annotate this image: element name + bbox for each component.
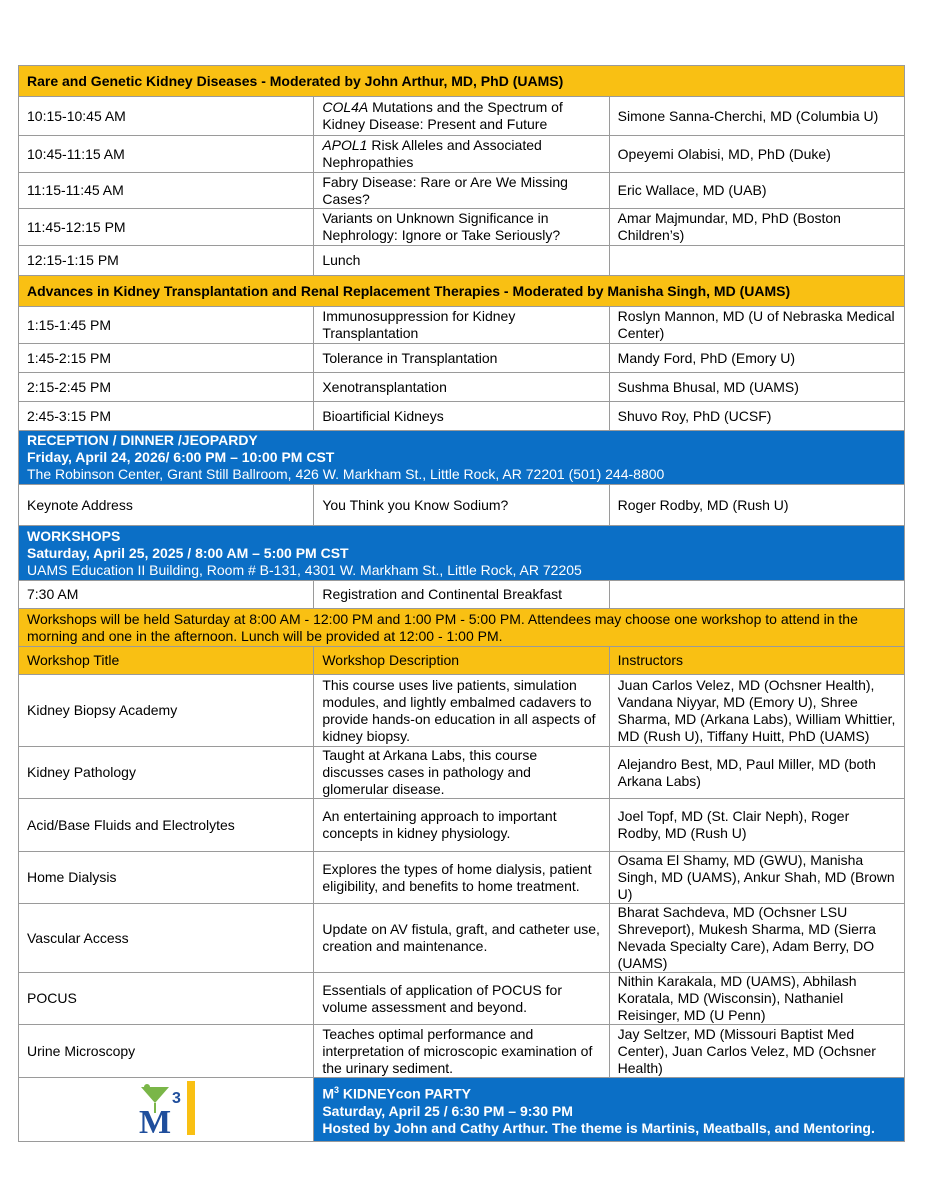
speaker-cell: Roslyn Mannon, MD (U of Nebraska Medical Center) [609, 307, 904, 344]
schedule-row [19, 344, 905, 373]
session-header-row [19, 276, 905, 307]
martini-logo-icon [135, 1079, 197, 1137]
workshop-title: Acid/Base Fluids and Electrolytes [19, 799, 314, 852]
topic-cell: Bioartificial Kidneys [314, 402, 609, 431]
time-cell: 2:45-3:15 PM [19, 402, 314, 431]
schedule-table [18, 65, 905, 1142]
schedule-row [19, 402, 905, 431]
keynote-topic: You Think you Know Sodium? [314, 485, 609, 526]
speaker-cell [609, 246, 904, 276]
topic-gene: APOL1 [322, 137, 368, 153]
topic-cell: Lunch [314, 246, 609, 276]
time-cell: 12:15-1:15 PM [19, 246, 314, 276]
topic-cell: Variants on Unknown Significance in Nephrology: Ignore or Take Seriously? [314, 209, 609, 246]
topic-cell: Immunosuppression for Kidney Transplantation [314, 307, 609, 344]
workshop-row [19, 904, 905, 973]
session-header-row [19, 66, 905, 97]
logo-letter: M [139, 1103, 172, 1137]
topic-cell: Tolerance in Transplantation [314, 344, 609, 373]
schedule-row [19, 307, 905, 344]
workshop-note: Workshops will be held Saturday at 8:00 AM - 12:00 PM and 1:00 PM - 5:00 PM. Attendees may choose one workshop to attend in the morning and one in the afternoon. Lunch will be provided at 12:00 - 1:00 PM. [19, 609, 905, 647]
workshops-header [19, 526, 905, 581]
party-title [322, 1082, 896, 1103]
breakfast-time: 7:30 AM [19, 581, 314, 609]
workshop-description: This course uses live patients, simulation modules, and lightly embalmed cadavers to provide hands-on education in all aspects of kidney biopsy. [314, 675, 609, 747]
column-header-title: Workshop Title [19, 647, 314, 675]
party-title-m: M [322, 1085, 334, 1102]
workshop-instructors: Alejandro Best, MD, Paul Miller, MD (both Arkana Labs) [609, 747, 904, 799]
workshop-row [19, 675, 905, 747]
workshops-header-row [19, 526, 905, 581]
workshop-header-row [19, 647, 905, 675]
schedule-row [19, 136, 905, 173]
speaker-cell: Simone Sanna-Cherchi, MD (Columbia U) [609, 97, 904, 136]
workshop-row [19, 1025, 905, 1078]
speaker-cell: Amar Majmundar, MD, PhD (Boston Children’s) [609, 209, 904, 246]
schedule-row [19, 209, 905, 246]
workshops-title: WORKSHOPS [27, 527, 121, 544]
workshop-instructors: Jay Seltzer, MD (Missouri Baptist Med Center), Juan Carlos Velez, MD (Ochsner Health) [609, 1025, 904, 1078]
schedule-row [19, 97, 905, 136]
time-cell: 2:15-2:45 PM [19, 373, 314, 402]
time-cell: 1:15-1:45 PM [19, 307, 314, 344]
speaker-cell: Sushma Bhusal, MD (UAMS) [609, 373, 904, 402]
schedule-row [19, 373, 905, 402]
workshop-title: Vascular Access [19, 904, 314, 973]
time-cell: 10:45-11:15 AM [19, 136, 314, 173]
party-title-sup: 3 [334, 1085, 340, 1096]
topic-cell: Xenotransplantation [314, 373, 609, 402]
topic-text: Mutations and the Spectrum of Kidney Disease: Present and Future [322, 99, 563, 132]
speaker-cell: Eric Wallace, MD (UAB) [609, 173, 904, 209]
workshop-title: Home Dialysis [19, 852, 314, 904]
workshop-instructors: Juan Carlos Velez, MD (Ochsner Health), Vandana Niyyar, MD (Emory U), Shree Sharma, MD (Arkana Labs), William Whittier, MD (Rush U), Tiffany Huitt, PhD (UAMS) [609, 675, 904, 747]
workshop-title: Urine Microscopy [19, 1025, 314, 1078]
keynote-label: Keynote Address [19, 485, 314, 526]
time-cell: 10:15-10:45 AM [19, 97, 314, 136]
schedule-row [19, 246, 905, 276]
workshop-instructors: Joel Topf, MD (St. Clair Neph), Roger Rodby, MD (Rush U) [609, 799, 904, 852]
workshop-row [19, 747, 905, 799]
party-logo-cell [19, 1078, 314, 1142]
reception-header-row [19, 431, 905, 485]
time-cell: 1:45-2:15 PM [19, 344, 314, 373]
workshop-row [19, 852, 905, 904]
topic-cell [314, 97, 609, 136]
session-title: Rare and Genetic Kidney Diseases - Moderated by John Arthur, MD, PhD (UAMS) [19, 66, 905, 97]
workshop-description: Explores the types of home dialysis, patient eligibility, and benefits to home treatment. [314, 852, 609, 904]
party-host: Hosted by John and Cathy Arthur. The theme is Martinis, Meatballs, and Mentoring. [322, 1119, 875, 1136]
schedule-row [19, 173, 905, 209]
topic-cell [314, 136, 609, 173]
reception-title: RECEPTION / DINNER /JEOPARDY [27, 432, 258, 448]
workshop-row [19, 799, 905, 852]
speaker-cell: Shuvo Roy, PhD (UCSF) [609, 402, 904, 431]
column-header-description: Workshop Description [314, 647, 609, 675]
workshops-where: UAMS Education II Building, Room # B-131, 4301 W. Markham St., Little Rock, AR 72205 [27, 561, 582, 578]
time-cell: 11:45-12:15 PM [19, 209, 314, 246]
keynote-speaker: Roger Rodby, MD (Rush U) [609, 485, 904, 526]
speaker-cell: Mandy Ford, PhD (Emory U) [609, 344, 904, 373]
workshop-title: POCUS [19, 973, 314, 1025]
workshop-instructors: Bharat Sachdeva, MD (Ochsner LSU Shreveport), Mukesh Sharma, MD (Sierra Nevada Specialty Care), Adam Berry, DO (UAMS) [609, 904, 904, 973]
workshop-title: Kidney Pathology [19, 747, 314, 799]
keynote-row [19, 485, 905, 526]
workshop-description: Update on AV fistula, graft, and catheter use, creation and maintenance. [314, 904, 609, 973]
breakfast-label: Registration and Continental Breakfast [314, 581, 609, 609]
breakfast-row [19, 581, 905, 609]
party-when: Saturday, April 25 / 6:30 PM – 9:30 PM [322, 1102, 573, 1119]
workshop-note-row [19, 609, 905, 647]
party-title-rest: KIDNEYcon PARTY [339, 1085, 471, 1102]
session-title: Advances in Kidney Transplantation and Renal Replacement Therapies - Moderated by Manisha Singh, MD (UAMS) [19, 276, 905, 307]
time-cell: 11:15-11:45 AM [19, 173, 314, 209]
workshop-instructors: Nithin Karakala, MD (UAMS), Abhilash Koratala, MD (Wisconsin), Nathaniel Reisinger, MD (U Penn) [609, 973, 904, 1025]
workshop-description: Teaches optimal performance and interpretation of microscopic examination of the urinary sediment. [314, 1025, 609, 1078]
breakfast-empty [609, 581, 904, 609]
speaker-cell: Opeyemi Olabisi, MD, PhD (Duke) [609, 136, 904, 173]
logo-sup: 3 [172, 1089, 182, 1107]
topic-gene: COL4A [322, 99, 369, 115]
column-header-instructors: Instructors [609, 647, 904, 675]
workshop-title: Kidney Biopsy Academy [19, 675, 314, 747]
workshop-description: Essentials of application of POCUS for volume assessment and beyond. [314, 973, 609, 1025]
workshops-when: Saturday, April 25, 2025 / 8:00 AM – 5:00 PM CST [27, 544, 349, 561]
workshop-row [19, 973, 905, 1025]
workshop-instructors: Osama El Shamy, MD (GWU), Manisha Singh, MD (UAMS), Ankur Shah, MD (Brown U) [609, 852, 904, 904]
workshop-description: An entertaining approach to important concepts in kidney physiology. [314, 799, 609, 852]
party-row [19, 1078, 905, 1142]
workshop-description: Taught at Arkana Labs, this course discusses cases in pathology and glomerular disease. [314, 747, 609, 799]
topic-text: Risk Alleles and Associated Nephropathies [322, 137, 542, 170]
reception-where: The Robinson Center, Grant Still Ballroom, 426 W. Markham St., Little Rock, AR 72201 (501) 244-8800 [27, 466, 665, 482]
reception-when: Friday, April 24, 2026/ 6:00 PM – 10:00 PM CST [27, 449, 335, 465]
party-details [314, 1078, 905, 1142]
topic-cell: Fabry Disease: Rare or Are We Missing Cases? [314, 173, 609, 209]
reception-header [19, 431, 905, 485]
